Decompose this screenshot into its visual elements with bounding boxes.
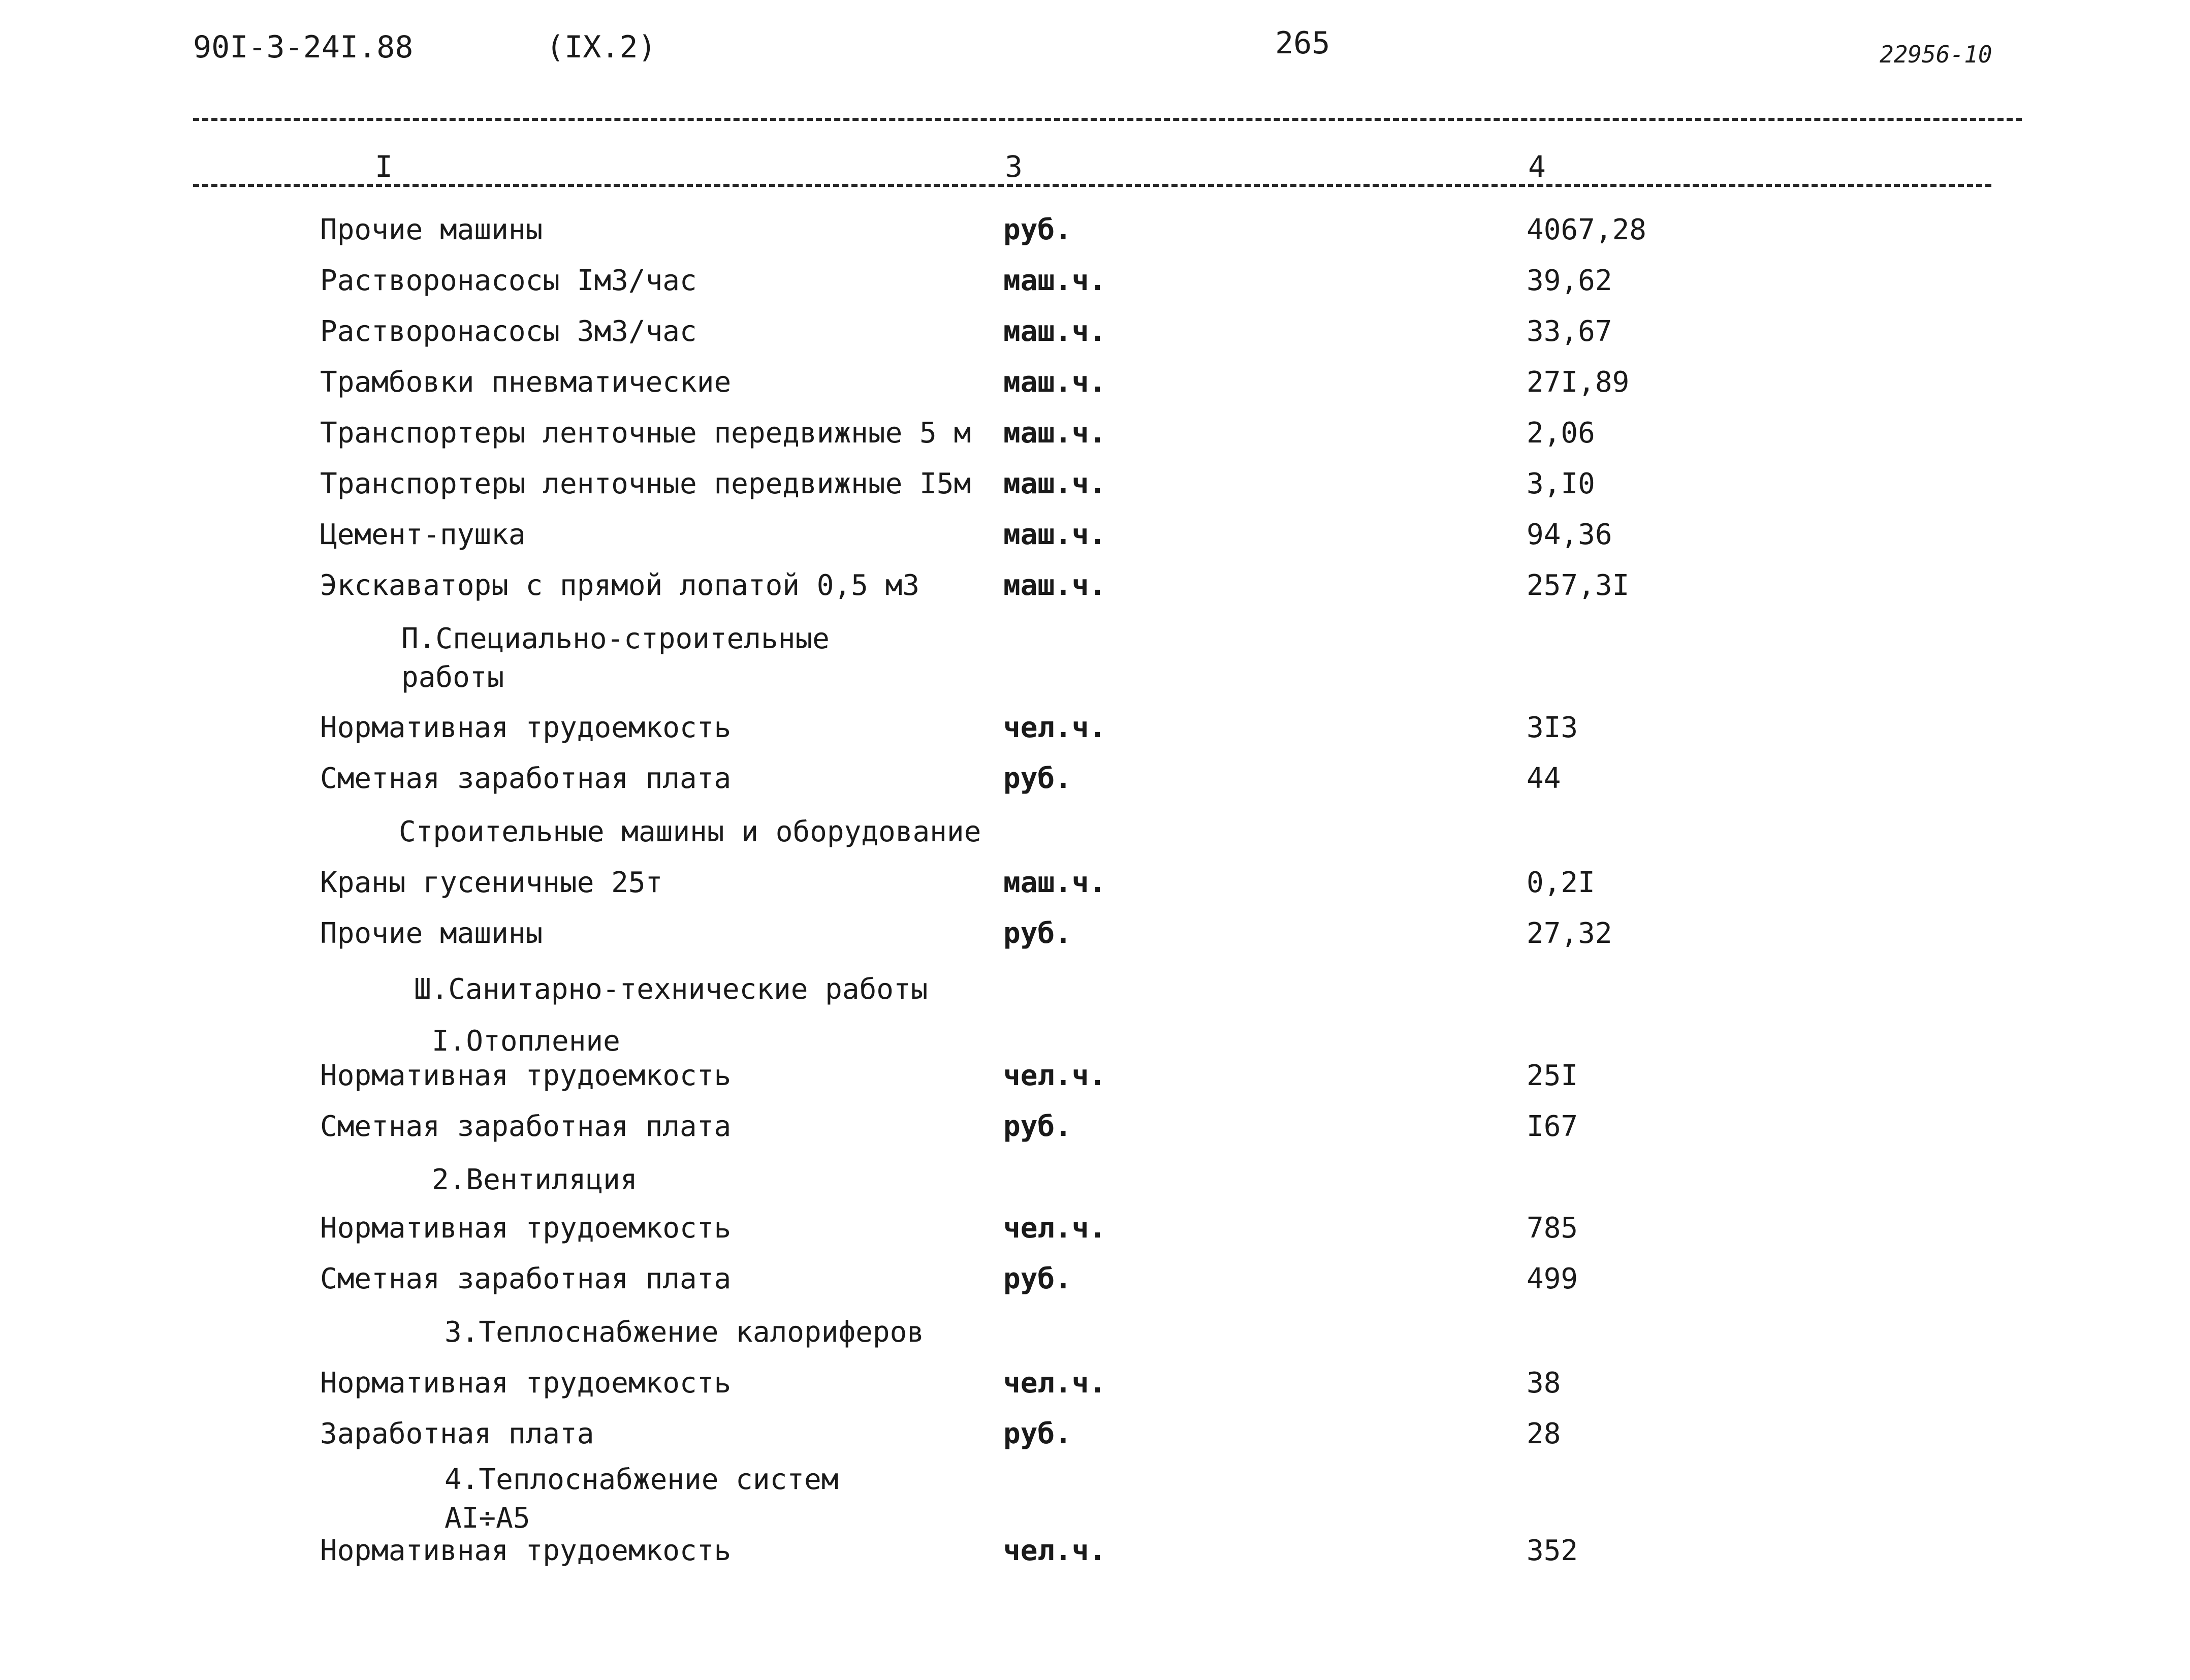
section-heading-machines: Строительные машины и оборудование (399, 815, 981, 848)
table-row (0, 917, 2190, 963)
row-value: 27I,89 (1527, 366, 1630, 399)
row-value: 27,32 (1527, 917, 1612, 950)
row-name: Нормативная трудоемкость (320, 711, 732, 744)
row-unit: маш.ч. (1003, 417, 1106, 450)
row-name: Трамбовки пневматические (320, 366, 732, 399)
row-name: Транспортеры ленточные передвижные I5м (320, 467, 971, 500)
row-value: 25I (1527, 1059, 1578, 1092)
row-name: Экскаваторы с прямой лопатой 0,5 м3 (320, 569, 920, 602)
row-value: 0,2I (1527, 866, 1595, 899)
document-code: 90I-3-24I.88 (193, 29, 414, 65)
table-row (0, 366, 2190, 411)
row-value: 39,62 (1527, 264, 1612, 297)
row-unit: маш.ч. (1003, 264, 1106, 297)
row-unit: маш.ч. (1003, 866, 1106, 899)
row-unit: чел.ч. (1003, 1367, 1106, 1400)
section-heading-special-works: П.Специально-строительные работы (401, 622, 830, 694)
column-header-4: 4 (1524, 149, 1550, 184)
table-row (0, 264, 2190, 310)
table-row (0, 1212, 2190, 1257)
table-row (0, 1417, 2190, 1463)
row-name: Сметная заработная плата (320, 1110, 732, 1143)
row-value: I67 (1527, 1110, 1578, 1143)
row-value: 4067,28 (1527, 213, 1647, 246)
subsection-heading-ventilation: 2.Вентиляция (432, 1163, 638, 1196)
table-row (0, 1534, 2190, 1580)
row-name: Нормативная трудоемкость (320, 1367, 732, 1400)
row-unit: чел.ч. (1003, 711, 1106, 744)
row-name: Заработная плата (320, 1417, 594, 1450)
row-value: 3I3 (1527, 711, 1578, 744)
row-unit: чел.ч. (1003, 1212, 1106, 1245)
row-unit: руб. (1003, 762, 1072, 795)
row-value: 2,06 (1527, 417, 1595, 450)
table-row (0, 1059, 2190, 1105)
column-header-3: 3 (1001, 149, 1027, 184)
table-row (0, 1262, 2190, 1308)
row-name: Цемент-пушка (320, 518, 526, 551)
subsection-heading-systems-supply: 4.Теплоснабжение систем AI÷A5 (445, 1463, 839, 1535)
row-unit: маш.ч. (1003, 518, 1106, 551)
page-number: 265 (1275, 25, 1330, 61)
row-unit: руб. (1003, 1262, 1072, 1295)
row-value: 94,36 (1527, 518, 1612, 551)
table-row (0, 762, 2190, 808)
table-row (0, 315, 2190, 361)
table-row (0, 569, 2190, 615)
row-name: Растворонасосы 3м3/час (320, 315, 697, 348)
row-name: Нормативная трудоемкость (320, 1534, 732, 1567)
row-name: Транспортеры ленточные передвижные 5 м (320, 417, 971, 450)
section-heading-sanitary: Ш.Санитарно-технические работы (414, 973, 928, 1006)
row-name: Краны гусеничные 25т (320, 866, 663, 899)
top-dashed-rule (193, 118, 2022, 121)
row-value: 785 (1527, 1212, 1578, 1245)
row-value: 44 (1527, 762, 1561, 795)
row-unit: маш.ч. (1003, 569, 1106, 602)
row-value: 33,67 (1527, 315, 1612, 348)
row-name: Нормативная трудоемкость (320, 1212, 732, 1245)
table-row (0, 1110, 2190, 1156)
table-row (0, 417, 2190, 462)
row-unit: маш.ч. (1003, 467, 1106, 500)
row-unit: маш.ч. (1003, 315, 1106, 348)
row-unit: руб. (1003, 213, 1072, 246)
row-name: Растворонасосы Iм3/час (320, 264, 697, 297)
column-header-1: I (371, 149, 397, 184)
row-value: 38 (1527, 1367, 1561, 1400)
subsection-heading-heating: I.Отопление (432, 1025, 620, 1058)
table-row (0, 1367, 2190, 1412)
inventory-number: 22956-10 (1880, 41, 1992, 68)
table-row (0, 866, 2190, 912)
row-value: 257,3I (1527, 569, 1630, 602)
row-unit: маш.ч. (1003, 366, 1106, 399)
table-row (0, 467, 2190, 513)
table-row (0, 711, 2190, 757)
row-unit: чел.ч. (1003, 1059, 1106, 1092)
row-unit: руб. (1003, 1417, 1072, 1450)
row-unit: руб. (1003, 1110, 1072, 1143)
row-name: Сметная заработная плата (320, 1262, 732, 1295)
row-name: Сметная заработная плата (320, 762, 732, 795)
section-number: (IX.2) (546, 29, 656, 65)
row-name: Прочие машины (320, 917, 543, 950)
row-value: 3,I0 (1527, 467, 1595, 500)
subsection-heading-heater-supply: 3.Теплоснабжение калориферов (445, 1316, 925, 1349)
row-name: Прочие машины (320, 213, 543, 246)
row-value: 499 (1527, 1262, 1578, 1295)
table-row (0, 213, 2190, 259)
row-unit: чел.ч. (1003, 1534, 1106, 1567)
row-value: 352 (1527, 1534, 1578, 1567)
column-header-rule (193, 184, 1991, 187)
row-unit: руб. (1003, 917, 1072, 950)
row-value: 28 (1527, 1417, 1561, 1450)
row-name: Нормативная трудоемкость (320, 1059, 732, 1092)
table-row (0, 518, 2190, 564)
